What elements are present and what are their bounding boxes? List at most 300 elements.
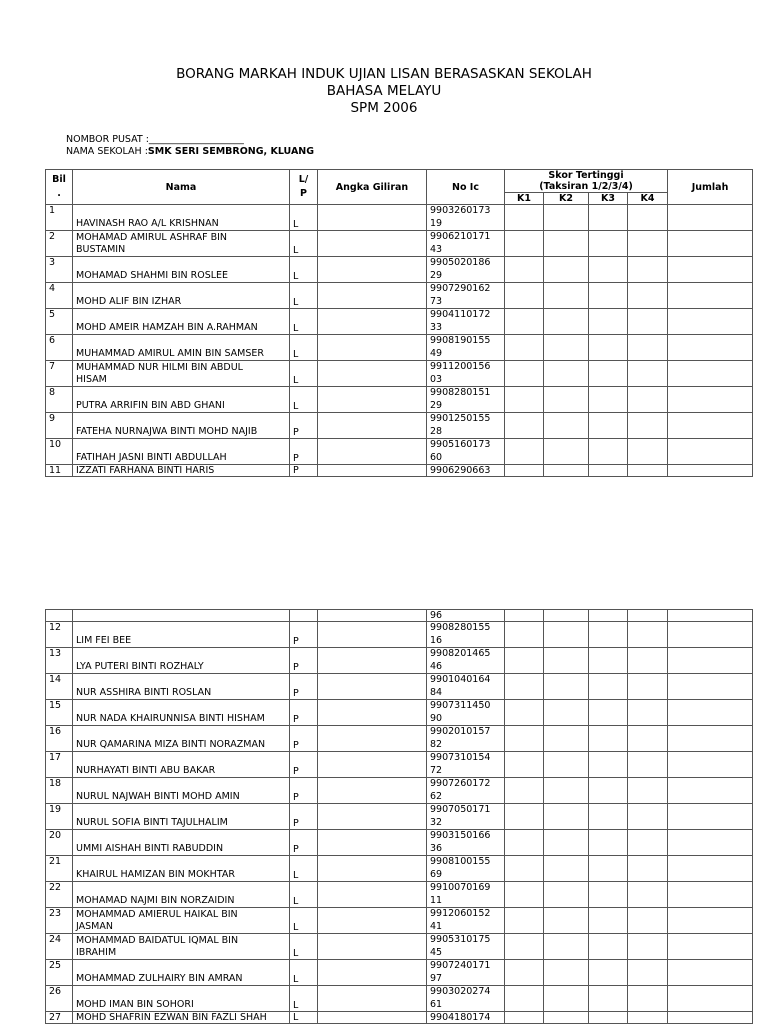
cell-bil: [46, 986, 73, 1012]
cell-bil: [46, 309, 73, 335]
cell-angka-giliran[interactable]: [318, 648, 427, 674]
cell-k3[interactable]: [589, 700, 628, 726]
cell-k4[interactable]: [628, 335, 668, 361]
cell-lp: [290, 986, 318, 1012]
cell-k3[interactable]: [589, 309, 628, 335]
cell-bil-text: 18: [49, 778, 62, 789]
cell-angka-giliran[interactable]: [318, 986, 427, 1012]
cell-k2[interactable]: [544, 1012, 589, 1024]
cell-k2[interactable]: [544, 856, 589, 882]
cell-k4[interactable]: [628, 856, 668, 882]
cell-bil-text: 3: [49, 257, 56, 268]
cell-bil-text: 11: [49, 465, 62, 476]
table-row: [46, 700, 753, 726]
gender: P: [293, 714, 299, 725]
cell-k4[interactable]: [628, 465, 668, 477]
cell-k4[interactable]: [628, 309, 668, 335]
ic-number: 9907290162 73: [430, 283, 491, 307]
cell-no-ic: [427, 674, 505, 700]
cell-k4[interactable]: [628, 934, 668, 960]
cell-k3[interactable]: [589, 752, 628, 778]
cell-jumlah[interactable]: [668, 205, 753, 231]
cell-jumlah[interactable]: [668, 465, 753, 477]
table-row: [46, 283, 753, 309]
cell-nama: [73, 674, 290, 700]
cell-nama: [73, 413, 290, 439]
cell-no-ic: [427, 1012, 505, 1024]
table-row: [46, 778, 753, 804]
cell-angka-giliran[interactable]: [318, 934, 427, 960]
cell-k3[interactable]: [589, 413, 628, 439]
cell-k3[interactable]: [589, 231, 628, 257]
cell-bil: [46, 778, 73, 804]
cell-no-ic: [427, 283, 505, 309]
cell-k2[interactable]: [544, 205, 589, 231]
cell-jumlah[interactable]: [668, 387, 753, 413]
cell-angka-giliran[interactable]: [318, 205, 427, 231]
cell-bil-text: 12: [49, 622, 62, 633]
cell-k2[interactable]: [544, 960, 589, 986]
cell-k3[interactable]: [589, 960, 628, 986]
cell-jumlah[interactable]: [668, 231, 753, 257]
cell-nama: [73, 934, 290, 960]
cell-k2[interactable]: [544, 439, 589, 465]
cell-k2[interactable]: [544, 610, 589, 622]
cell-angka-giliran[interactable]: [318, 778, 427, 804]
cell-no-ic: [427, 622, 505, 648]
cell-k1[interactable]: [505, 283, 544, 309]
cell-bil: [46, 361, 73, 387]
cell-k2[interactable]: [544, 257, 589, 283]
cell-angka-giliran[interactable]: [318, 908, 427, 934]
cell-k1[interactable]: [505, 465, 544, 477]
cell-k2[interactable]: [544, 231, 589, 257]
cell-k3[interactable]: [589, 830, 628, 856]
ic-number: 9908280151 29: [430, 387, 491, 411]
cell-k2[interactable]: [544, 309, 589, 335]
cell-bil: [46, 387, 73, 413]
cell-k1[interactable]: [505, 674, 544, 700]
cell-nama: [73, 283, 290, 309]
cell-k4[interactable]: [628, 439, 668, 465]
cell-bil: [46, 205, 73, 231]
ic-number: 9907310154 72: [430, 752, 491, 776]
cell-k1[interactable]: [505, 700, 544, 726]
cell-no-ic: [427, 610, 505, 622]
cell-angka-giliran[interactable]: [318, 1012, 427, 1024]
cell-k4[interactable]: [628, 882, 668, 908]
cell-k1[interactable]: [505, 726, 544, 752]
gender: P: [293, 688, 299, 699]
table-row: [46, 804, 753, 830]
ic-number: 9904110172 33: [430, 309, 491, 333]
cell-k3[interactable]: [589, 726, 628, 752]
cell-jumlah[interactable]: [668, 413, 753, 439]
gender: L: [293, 297, 299, 308]
cell-k2[interactable]: [544, 335, 589, 361]
cell-nama: [73, 257, 290, 283]
cell-k1[interactable]: [505, 622, 544, 648]
cell-jumlah[interactable]: [668, 830, 753, 856]
gender: L: [293, 974, 299, 985]
cell-bil-text: 13: [49, 648, 62, 659]
cell-k4[interactable]: [628, 648, 668, 674]
cell-nama: [73, 610, 290, 622]
cell-jumlah[interactable]: [668, 804, 753, 830]
student-name: PUTRA ARRIFIN BIN ABD GHANI: [76, 400, 225, 411]
cell-nama: [73, 986, 290, 1012]
cell-jumlah[interactable]: [668, 960, 753, 986]
student-name: MOHAMAD NAJMI BIN NORZAIDIN: [76, 895, 235, 906]
cell-no-ic: [427, 778, 505, 804]
cell-k2[interactable]: [544, 674, 589, 700]
student-name: MUHAMMAD NUR HILMI BIN ABDUL HISAM: [76, 362, 243, 385]
cell-k1[interactable]: [505, 413, 544, 439]
cell-nama: [73, 700, 290, 726]
cell-k4[interactable]: [628, 283, 668, 309]
student-name: MUHAMMAD AMIRUL AMIN BIN SAMSER: [76, 348, 264, 359]
gender: P: [293, 636, 299, 647]
student-name: MOHAMAD AMIRUL ASHRAF BIN BUSTAMIN: [76, 232, 228, 255]
cell-bil-text: 22: [49, 882, 62, 893]
cell-bil: [46, 856, 73, 882]
cell-k3[interactable]: [589, 986, 628, 1012]
cell-k4[interactable]: [628, 778, 668, 804]
cell-angka-giliran[interactable]: [318, 439, 427, 465]
cell-angka-giliran[interactable]: [318, 257, 427, 283]
cell-k3[interactable]: [589, 439, 628, 465]
cell-bil: [46, 439, 73, 465]
cell-k2[interactable]: [544, 413, 589, 439]
cell-bil-text: 25: [49, 960, 62, 971]
cell-k2[interactable]: [544, 648, 589, 674]
cell-k1[interactable]: [505, 752, 544, 778]
cell-angka-giliran[interactable]: [318, 752, 427, 778]
cell-k2[interactable]: [544, 934, 589, 960]
cell-k1[interactable]: [505, 257, 544, 283]
cell-k1[interactable]: [505, 1012, 544, 1024]
cell-k1[interactable]: [505, 231, 544, 257]
cell-bil: [46, 283, 73, 309]
cell-nama: [73, 778, 290, 804]
cell-k1[interactable]: [505, 205, 544, 231]
cell-k1[interactable]: [505, 309, 544, 335]
cell-jumlah[interactable]: [668, 622, 753, 648]
table-row: [46, 648, 753, 674]
cell-angka-giliran[interactable]: [318, 335, 427, 361]
cell-k3[interactable]: [589, 1012, 628, 1024]
cell-jumlah[interactable]: [668, 648, 753, 674]
cell-k3[interactable]: [589, 674, 628, 700]
gender: P: [293, 792, 299, 803]
cell-nama: [73, 1012, 290, 1024]
cell-nama: [73, 361, 290, 387]
cell-angka-giliran[interactable]: [318, 804, 427, 830]
cell-angka-giliran[interactable]: [318, 309, 427, 335]
cell-k3[interactable]: [589, 856, 628, 882]
cell-lp: [290, 752, 318, 778]
cell-jumlah[interactable]: [668, 257, 753, 283]
cell-angka-giliran[interactable]: [318, 856, 427, 882]
cell-lp: [290, 283, 318, 309]
cell-k3[interactable]: [589, 257, 628, 283]
gender: L: [293, 349, 299, 360]
student-name: NUR QAMARINA MIZA BINTI NORAZMAN: [76, 739, 266, 750]
cell-jumlah[interactable]: [668, 700, 753, 726]
cell-k2[interactable]: [544, 830, 589, 856]
cell-jumlah[interactable]: [668, 283, 753, 309]
cell-nama: [73, 335, 290, 361]
col-nama: Nama: [73, 170, 290, 205]
cell-k4[interactable]: [628, 674, 668, 700]
cell-bil: [46, 231, 73, 257]
cell-jumlah[interactable]: [668, 674, 753, 700]
cell-bil: [46, 960, 73, 986]
cell-jumlah[interactable]: [668, 439, 753, 465]
gender: L: [293, 896, 299, 907]
cell-k1[interactable]: [505, 856, 544, 882]
ic-number: 9901250155 28: [430, 413, 491, 437]
table-row: [46, 674, 753, 700]
cell-k3[interactable]: [589, 804, 628, 830]
cell-bil-text: 19: [49, 804, 62, 815]
cell-angka-giliran[interactable]: [318, 610, 427, 622]
cell-k4[interactable]: [628, 610, 668, 622]
cell-k4[interactable]: [628, 752, 668, 778]
cell-lp: [290, 726, 318, 752]
cell-k4[interactable]: [628, 413, 668, 439]
ic-number: 9904180174: [430, 1012, 491, 1023]
cell-bil: [46, 882, 73, 908]
cell-bil-text: 17: [49, 752, 62, 763]
cell-no-ic: [427, 361, 505, 387]
cell-k4[interactable]: [628, 726, 668, 752]
cell-bil: [46, 908, 73, 934]
ic-number: 9905020186 29: [430, 257, 491, 281]
cell-angka-giliran[interactable]: [318, 387, 427, 413]
cell-k3[interactable]: [589, 465, 628, 477]
cell-k4[interactable]: [628, 1012, 668, 1024]
cell-k2[interactable]: [544, 882, 589, 908]
cell-lp: [290, 309, 318, 335]
ic-number: 9907260172 62: [430, 778, 491, 802]
cell-jumlah[interactable]: [668, 752, 753, 778]
cell-k2[interactable]: [544, 804, 589, 830]
cell-k4[interactable]: [628, 622, 668, 648]
cell-k2[interactable]: [544, 622, 589, 648]
gender: P: [293, 844, 299, 855]
cell-jumlah[interactable]: [668, 335, 753, 361]
cell-k2[interactable]: [544, 908, 589, 934]
table-row: [46, 856, 753, 882]
cell-no-ic: [427, 387, 505, 413]
cell-bil-text: [49, 610, 69, 621]
table-row: [46, 622, 753, 648]
cell-nama: [73, 439, 290, 465]
cell-lp: [290, 960, 318, 986]
cell-angka-giliran[interactable]: [318, 882, 427, 908]
cell-no-ic: [427, 752, 505, 778]
cell-jumlah[interactable]: [668, 778, 753, 804]
cell-k1[interactable]: [505, 778, 544, 804]
ic-number: 9906290663: [430, 465, 491, 476]
cell-angka-giliran[interactable]: [318, 622, 427, 648]
cell-k4[interactable]: [628, 830, 668, 856]
cell-angka-giliran[interactable]: [318, 960, 427, 986]
cell-k4[interactable]: [628, 387, 668, 413]
cell-bil-text: 6: [49, 335, 56, 346]
cell-nama: [73, 882, 290, 908]
cell-k3[interactable]: [589, 934, 628, 960]
cell-k2[interactable]: [544, 700, 589, 726]
cell-lp: [290, 804, 318, 830]
cell-jumlah[interactable]: [668, 986, 753, 1012]
cell-k3[interactable]: [589, 335, 628, 361]
cell-no-ic: [427, 934, 505, 960]
cell-angka-giliran[interactable]: [318, 413, 427, 439]
cell-k2[interactable]: [544, 361, 589, 387]
cell-k1[interactable]: [505, 804, 544, 830]
student-name: LIM FEI BEE: [76, 635, 132, 646]
cell-jumlah[interactable]: [668, 934, 753, 960]
cell-k3[interactable]: [589, 648, 628, 674]
student-name: UMMI AISHAH BINTI RABUDDIN: [76, 843, 224, 854]
cell-jumlah[interactable]: [668, 361, 753, 387]
cell-k4[interactable]: [628, 804, 668, 830]
ic-number: 9902010157 82: [430, 726, 491, 750]
cell-k1[interactable]: [505, 986, 544, 1012]
cell-k4[interactable]: [628, 960, 668, 986]
cell-bil-text: 4: [49, 283, 56, 294]
cell-angka-giliran[interactable]: [318, 830, 427, 856]
cell-jumlah[interactable]: [668, 908, 753, 934]
cell-k4[interactable]: [628, 986, 668, 1012]
cell-k2[interactable]: [544, 726, 589, 752]
cell-k3[interactable]: [589, 610, 628, 622]
cell-jumlah[interactable]: [668, 882, 753, 908]
cell-k3[interactable]: [589, 361, 628, 387]
cell-k1[interactable]: [505, 648, 544, 674]
student-name: MOHAMMAD ZULHAIRY BIN AMRAN: [76, 973, 243, 984]
cell-jumlah[interactable]: [668, 856, 753, 882]
gender: P: [293, 740, 299, 751]
student-name: MOHD ALIF BIN IZHAR: [76, 296, 182, 307]
cell-k2[interactable]: [544, 752, 589, 778]
cell-k1[interactable]: [505, 387, 544, 413]
table-row: [46, 465, 753, 477]
table-row: [46, 205, 753, 231]
cell-k3[interactable]: [589, 622, 628, 648]
cell-lp: [290, 1012, 318, 1024]
cell-angka-giliran[interactable]: [318, 283, 427, 309]
student-name: NURUL SOFIA BINTI TAJULHALIM: [76, 817, 228, 828]
cell-k3[interactable]: [589, 205, 628, 231]
cell-k1[interactable]: [505, 361, 544, 387]
cell-k4[interactable]: [628, 361, 668, 387]
cell-bil-text: 24: [49, 934, 62, 945]
cell-k2[interactable]: [544, 283, 589, 309]
cell-no-ic: [427, 960, 505, 986]
col-no-ic: No Ic: [427, 170, 505, 205]
col-bil-label: Bil .: [52, 174, 66, 199]
cell-k3[interactable]: [589, 908, 628, 934]
cell-k3[interactable]: [589, 283, 628, 309]
cell-k3[interactable]: [589, 882, 628, 908]
ic-number: 9901040164 84: [430, 674, 491, 698]
cell-bil: [46, 752, 73, 778]
cell-k4[interactable]: [628, 700, 668, 726]
cell-no-ic: [427, 257, 505, 283]
cell-angka-giliran[interactable]: [318, 700, 427, 726]
cell-lp: [290, 622, 318, 648]
cell-k1[interactable]: [505, 934, 544, 960]
cell-k2[interactable]: [544, 465, 589, 477]
cell-k1[interactable]: [505, 610, 544, 622]
form-title: BORANG MARKAH INDUK UJIAN LISAN BERASASKAN SEKOLAH: [176, 66, 592, 82]
exam-title: SPM 2006: [350, 100, 418, 116]
gender: L: [293, 870, 299, 881]
cell-jumlah[interactable]: [668, 726, 753, 752]
ic-number: 9911200156 03: [430, 361, 491, 385]
cell-no-ic: [427, 726, 505, 752]
cell-bil: [46, 700, 73, 726]
cell-k3[interactable]: [589, 387, 628, 413]
gender: P: [293, 427, 299, 438]
cell-angka-giliran[interactable]: [318, 674, 427, 700]
gender: P: [293, 818, 299, 829]
cell-k1[interactable]: [505, 830, 544, 856]
cell-nama: [73, 205, 290, 231]
cell-no-ic: [427, 205, 505, 231]
cell-jumlah[interactable]: [668, 1012, 753, 1024]
ic-number: 9908280155 16: [430, 622, 491, 646]
cell-no-ic: [427, 700, 505, 726]
cell-k2[interactable]: [544, 986, 589, 1012]
cell-k4[interactable]: [628, 908, 668, 934]
cell-k1[interactable]: [505, 960, 544, 986]
col-k1: K1: [505, 193, 544, 205]
ic-number: 9905310175 45: [430, 934, 491, 958]
cell-k1[interactable]: [505, 439, 544, 465]
student-name: IZZATI FARHANA BINTI HARIS: [76, 465, 215, 476]
cell-angka-giliran[interactable]: [318, 465, 427, 477]
table-row: [46, 960, 753, 986]
cell-no-ic: [427, 830, 505, 856]
cell-angka-giliran[interactable]: [318, 361, 427, 387]
col-lp-label: L/ P: [298, 174, 309, 199]
cell-jumlah[interactable]: [668, 610, 753, 622]
cell-lp: [290, 674, 318, 700]
ic-number: 9912060152 41: [430, 908, 491, 932]
cell-no-ic: [427, 413, 505, 439]
cell-k4[interactable]: [628, 231, 668, 257]
cell-k2[interactable]: [544, 387, 589, 413]
cell-k2[interactable]: [544, 778, 589, 804]
cell-k1[interactable]: [505, 908, 544, 934]
student-name: FATEHA NURNAJWA BINTI MOHD NAJIB: [76, 426, 258, 437]
cell-angka-giliran[interactable]: [318, 231, 427, 257]
cell-k4[interactable]: [628, 205, 668, 231]
cell-k1[interactable]: [505, 335, 544, 361]
student-name: NUR NADA KHAIRUNNISA BINTI HISHAM: [76, 713, 265, 724]
cell-k3[interactable]: [589, 778, 628, 804]
cell-jumlah[interactable]: [668, 309, 753, 335]
cell-k1[interactable]: [505, 882, 544, 908]
cell-k4[interactable]: [628, 257, 668, 283]
col-bil: [46, 170, 73, 205]
col-skor-tertinggi: [505, 170, 668, 193]
cell-angka-giliran[interactable]: [318, 726, 427, 752]
